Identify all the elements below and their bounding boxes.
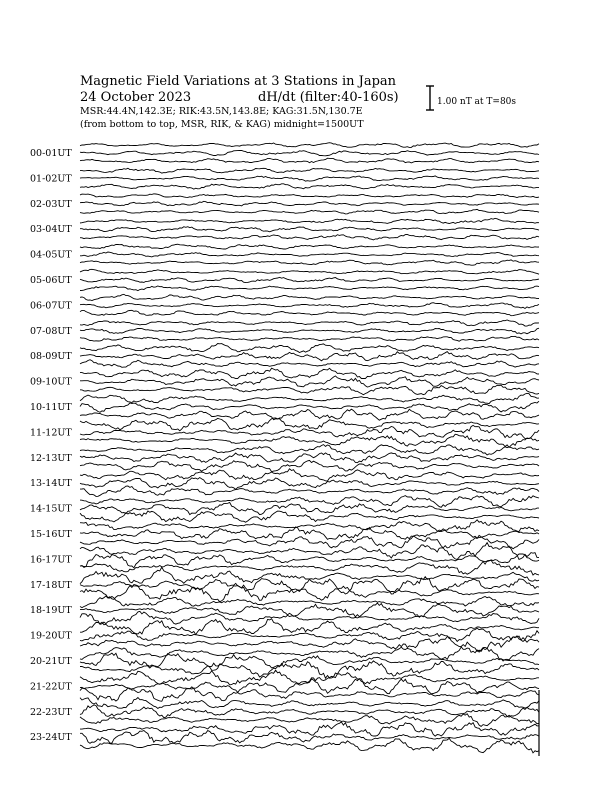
trace-msr (80, 194, 539, 198)
trace-rik (80, 151, 539, 156)
trace-msr (80, 698, 539, 709)
trace-kag (80, 158, 539, 163)
trace-rik (80, 577, 539, 594)
trace-kag (80, 209, 539, 214)
hour-label: 13-14UT (30, 478, 72, 490)
trace-kag (80, 434, 539, 447)
trace-rik (80, 252, 539, 257)
trace-rik (80, 201, 539, 206)
trace-kag (80, 184, 539, 189)
trace-rik (80, 554, 539, 568)
trace-kag (80, 714, 539, 727)
hour-label: 20-21UT (30, 656, 72, 667)
trace-rik (80, 527, 539, 539)
trace-rik (80, 352, 539, 361)
trace-rik (80, 705, 539, 718)
chart-quantity: dH/dt (filter:40-160s) (258, 90, 399, 105)
trace-kag (80, 310, 539, 315)
trace-kag (80, 560, 539, 575)
trace-kag (80, 260, 539, 265)
hour-label: 02-03UT (30, 198, 72, 210)
hour-label: 17-18UT (30, 579, 72, 591)
hour-label: 19-20UT (30, 630, 72, 642)
trace-msr (80, 596, 539, 608)
trace-msr (80, 320, 539, 326)
hour-label: 08-09UT (30, 351, 72, 363)
trace-msr (80, 218, 539, 223)
hour-label: 06-07UT (30, 300, 72, 312)
trace-msr (80, 294, 539, 300)
trace-msr (80, 647, 539, 661)
trace-rik (80, 603, 539, 617)
hour-label: 21-22UT (30, 681, 72, 693)
hour-label: 07-08UT (30, 325, 72, 337)
trace-kag (80, 409, 539, 420)
trace-kag (80, 336, 539, 341)
trace-msr (80, 393, 539, 403)
trace-msr (80, 670, 539, 685)
trace-kag (80, 661, 539, 678)
hour-label: 15-16UT (30, 529, 72, 540)
trace-rik (80, 176, 539, 181)
trace-rik (80, 277, 539, 282)
hour-label: 14-15UT (30, 503, 72, 515)
hour-label: 03-04UT (30, 224, 72, 236)
trace-kag (80, 611, 539, 624)
trace-rik (80, 653, 539, 670)
trace-rows (30, 143, 539, 753)
trace-rik (80, 425, 539, 438)
hour-label: 23-24UT (30, 732, 72, 744)
trace-kag (80, 535, 539, 548)
trace-rik (80, 453, 539, 463)
scale-label: 1.00 nT at T=80s (437, 97, 517, 107)
trace-kag (80, 486, 539, 496)
trace-msr (80, 469, 539, 481)
trace-msr (80, 344, 539, 353)
hour-label: 11-12UT (30, 427, 72, 439)
trace-rik (80, 328, 539, 334)
trace-kag (80, 360, 539, 368)
trace-kag (80, 235, 539, 240)
trace-rik (80, 227, 539, 232)
trace-msr (80, 619, 539, 635)
trace-msr (80, 143, 539, 148)
trace-rik (80, 478, 539, 490)
trace-msr (80, 567, 539, 584)
stations-coordinates: MSR:44.4N,142.3E; RIK:43.5N,143.8E; KAG:31.5N,130.7E (80, 106, 363, 117)
hour-label: 09-10UT (30, 376, 72, 388)
chart-date: 24 October 2023 (80, 90, 192, 105)
station-order-note: (from bottom to top, MSR, RIK, & KAG) midnight=1500UT (80, 119, 364, 130)
trace-kag (80, 636, 539, 651)
trace-kag (80, 585, 539, 602)
trace-rik (80, 303, 539, 309)
chart-title: Magnetic Field Variations at 3 Stations in Japan (80, 74, 397, 89)
trace-msr (80, 445, 539, 455)
trace-msr (80, 368, 539, 378)
hour-label: 01-02UT (30, 173, 72, 185)
hour-label: 22-23UT (30, 706, 72, 718)
hour-label: 12-13UT (30, 452, 72, 464)
trace-msr (80, 496, 539, 508)
trace-msr (80, 244, 539, 249)
trace-rik (80, 503, 539, 515)
hour-label: 04-05UT (30, 249, 72, 261)
scale-bar (426, 86, 516, 110)
trace-msr (80, 168, 539, 173)
trace-msr (80, 269, 539, 274)
trace-rik (80, 731, 539, 744)
hour-label: 16-17UT (30, 554, 72, 566)
hour-label: 10-11UT (30, 402, 72, 413)
hour-label: 18-19UT (30, 605, 72, 617)
hour-label: 05-06UT (30, 275, 72, 286)
trace-msr (80, 722, 539, 736)
trace-kag (80, 511, 539, 522)
trace-kag (80, 385, 539, 395)
trace-kag (80, 286, 539, 291)
trace-kag (80, 687, 539, 701)
trace-msr (80, 520, 539, 532)
hour-label: 00-01UT (30, 148, 72, 159)
trace-kag (80, 460, 539, 471)
